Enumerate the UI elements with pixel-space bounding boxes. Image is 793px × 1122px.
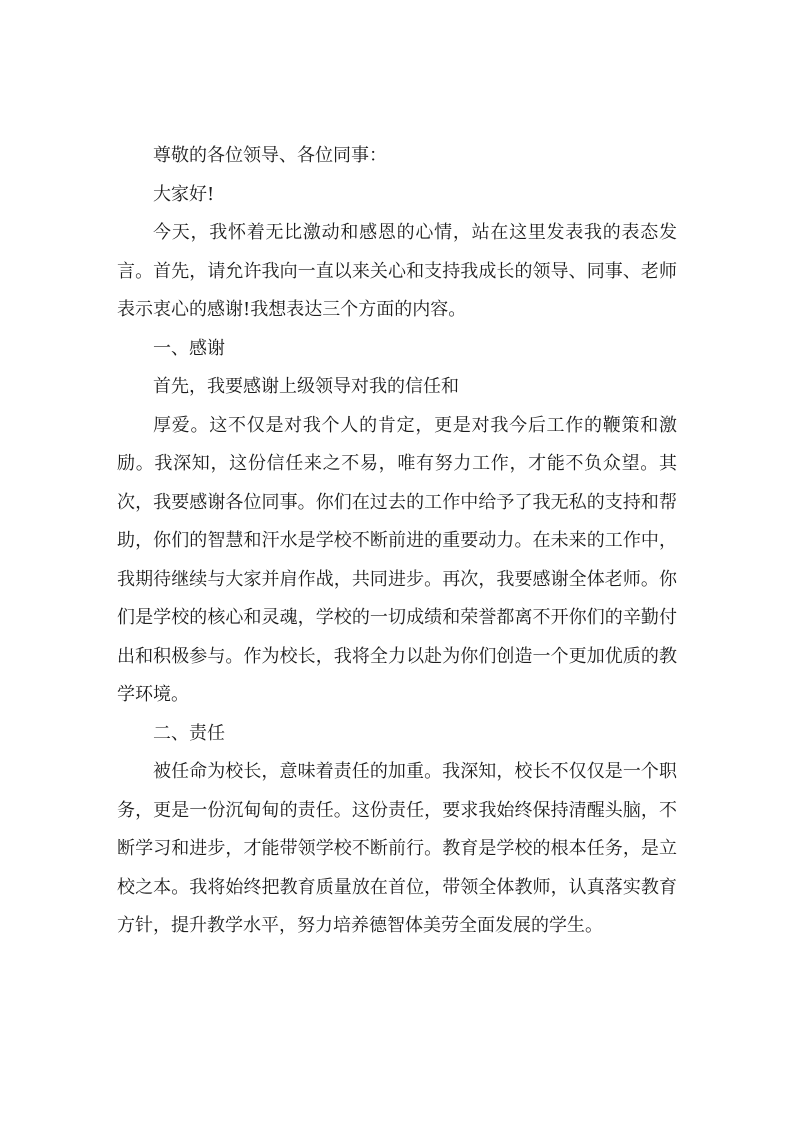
section-heading-thanks: 一、感谢 [153, 337, 225, 359]
section-heading-responsibility: 二、责任 [153, 722, 225, 744]
thanks-paragraph: 厚爱。这不仅是对我个人的肯定，更是对我今后工作的鞭策和激励。我深知，这份信任来之不易，唯有努力工作，才能不负众望。其次，我要感谢各位同事。你们在过去的工作中给予了我无私的支持和帮助，你们的智慧和汗水是学校不断前进的重要动力。在未来的工作中，我期待继续与大家并肩作战，共同进步。再次，我要感谢全体老师。你们是学校的核心和灵魂，学校的一切成绩和荣誉都离不开你们的辛勤付出和积极参与。作为校长，我将全力以赴为你们创造一个更加优质的教学环境。 [117, 414, 677, 705]
responsibility-paragraph: 被任命为校长，意味着责任的加重。我深知，校长不仅仅是一个职务，更是一份沉甸甸的责任。这份责任，要求我始终保持清醒头脑，不断学习和进步，才能带领学校不断前行。教育是学校的根本任务，是立校之本。我将始终把教育质量放在首位，带领全体教师，认真落实教育方针，提升教学水平，努力培养德智体美劳全面发展的学生。 [117, 761, 677, 936]
greeting-paragraph: 大家好! [153, 183, 215, 205]
intro-paragraph: 今天，我怀着无比激动和感恩的心情，站在这里发表我的表态发言。首先，请允许我向一直以来关心和支持我成长的领导、同事、老师表示衷心的感谢!我想表达三个方面的内容。 [117, 222, 677, 320]
document-body [117, 137, 677, 946]
salutation-paragraph: 尊敬的各位领导、各位同事： [153, 145, 387, 166]
thanks-first-line: 首先，我要感谢上级领导对我的信任和 [153, 376, 459, 397]
